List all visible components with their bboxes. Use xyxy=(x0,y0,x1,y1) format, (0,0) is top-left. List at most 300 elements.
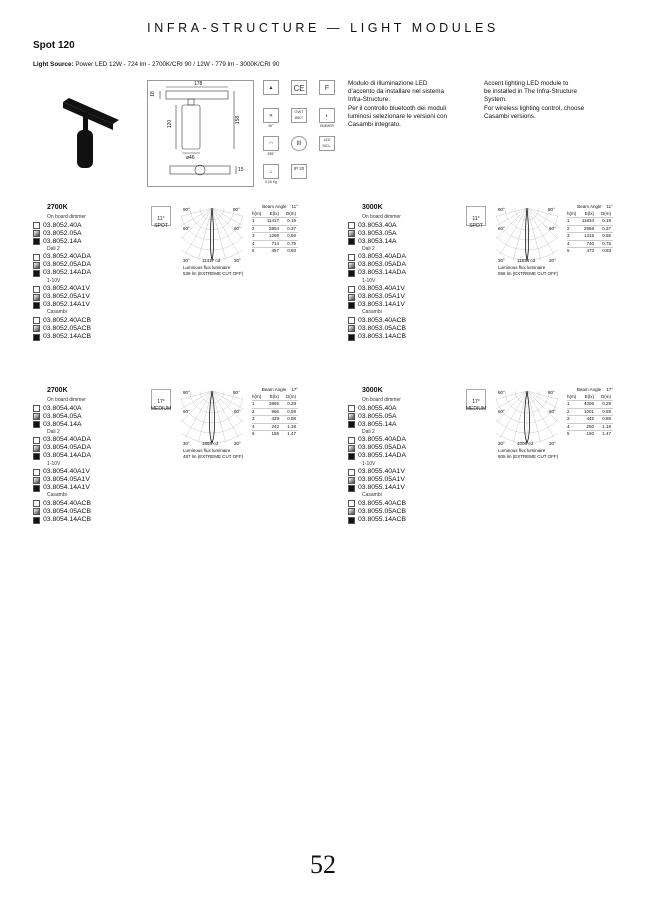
product-code: 03.8053.05A xyxy=(358,229,397,237)
table-cell: 0.56 xyxy=(287,233,296,238)
product-code-row xyxy=(33,301,91,309)
table-cell: 3865 xyxy=(268,401,279,406)
polar-grid-ray xyxy=(513,208,527,260)
table-row xyxy=(567,247,613,255)
product-code: 03.8053.40ADA xyxy=(358,253,406,261)
table-cell: 966 xyxy=(271,408,279,414)
polar-angle-label: 90° xyxy=(183,390,190,395)
finish-swatch xyxy=(33,421,40,428)
finish-swatch xyxy=(33,469,40,476)
finish-swatch xyxy=(33,508,40,515)
table-cell: 1 xyxy=(252,218,255,223)
light-source-text: Power LED 12W - 724 lm - 2700K/CRI 90 / 12W - 779 lm - 3000K/CRI 90 xyxy=(73,61,280,68)
product-code-row xyxy=(348,444,406,452)
polar-light-distribution xyxy=(496,204,558,264)
product-code: 03.8053.14ACB xyxy=(358,333,406,341)
class-iii-icon: III xyxy=(291,136,307,151)
finish-swatch xyxy=(348,325,355,332)
lamp-icon: ▲ xyxy=(263,80,279,95)
product-code: 03.8055.40ACB xyxy=(358,499,406,507)
table-cell: 0.75 xyxy=(287,240,296,246)
finish-swatch xyxy=(348,262,355,269)
product-code: 03.8052.05ADA xyxy=(43,261,91,269)
dim-width: 178 xyxy=(194,81,203,87)
polar-angle-label: 90° xyxy=(183,207,190,212)
polar-angle-label: 60° xyxy=(234,409,241,414)
product-name: Spot 120 xyxy=(33,40,75,51)
product-code-row xyxy=(348,484,406,492)
color-temperature: 2700K xyxy=(47,387,68,394)
product-code-row xyxy=(33,413,91,421)
finish-swatch xyxy=(33,294,40,301)
product-code: 03.8055.40A1V xyxy=(358,468,405,476)
table-header-cell: h(m) xyxy=(252,210,262,216)
page-title: INFRA-STRUCTURE — LIGHT MODULES xyxy=(147,21,499,35)
product-variant-block xyxy=(33,387,333,557)
product-code-row xyxy=(33,508,91,516)
product-code: 03.8054.40ACB xyxy=(43,499,91,507)
table-cell: 429 xyxy=(271,416,279,421)
table-cell: 473 xyxy=(586,248,594,253)
product-code-row xyxy=(348,413,406,421)
product-code-row xyxy=(348,516,406,524)
table-cell: 1.18 xyxy=(602,423,611,429)
f-mark-icon: F xyxy=(319,80,335,95)
polar-angle-label: 90° xyxy=(548,390,555,395)
finish-swatch xyxy=(33,453,40,460)
finish-swatch xyxy=(33,517,40,524)
product-code-row xyxy=(348,325,406,333)
product-code: 03.8052.14A1V xyxy=(43,301,90,309)
product-code-row xyxy=(348,421,406,429)
finish-swatch xyxy=(348,286,355,293)
product-code: 03.8054.05ACB xyxy=(43,507,91,515)
product-code-row xyxy=(348,405,406,413)
table-row xyxy=(252,423,298,431)
product-code: 03.8053.40ACB xyxy=(358,316,406,324)
product-code-row xyxy=(33,500,91,508)
finish-swatch xyxy=(33,302,40,309)
beam-angle-caption: Beam Angle 17° xyxy=(576,387,613,392)
product-code-row xyxy=(33,230,91,238)
table-row xyxy=(567,240,613,248)
finish-swatch xyxy=(33,325,40,332)
product-code-row xyxy=(348,261,406,269)
peak-intensity: 11417 cd xyxy=(202,258,221,263)
product-code: 03.8055.40ADA xyxy=(358,436,406,444)
polar-angle-label: 30° xyxy=(234,258,241,263)
polar-angle-label: 60° xyxy=(549,409,556,414)
product-code: 03.8054.40A xyxy=(43,404,82,412)
swivel-label: 90° xyxy=(268,124,274,128)
product-code: 03.8054.05A1V xyxy=(43,476,90,484)
table-cell: 4 xyxy=(252,240,255,246)
beam-type-label: SPOT xyxy=(154,223,168,229)
finish-swatch xyxy=(33,500,40,507)
control-group-label: 1-10V xyxy=(47,460,61,467)
beam-angle-caption: Beam Angle 17° xyxy=(261,387,298,392)
product-code-row xyxy=(348,508,406,516)
polar-angle-label: 30° xyxy=(498,441,505,446)
product-code-row xyxy=(348,222,406,230)
table-cell: 1.47 xyxy=(602,431,611,436)
product-code: 03.8054.05ADA xyxy=(43,444,91,452)
table-cell: 1.18 xyxy=(287,423,296,429)
product-code-row xyxy=(348,468,406,476)
polar-angle-label: 90° xyxy=(498,390,505,395)
control-group-label: 1-10V xyxy=(47,277,61,284)
table-row xyxy=(567,217,613,225)
finish-swatch xyxy=(348,302,355,309)
dim-top: 18 xyxy=(149,91,156,97)
peak-intensity: 11834 cd xyxy=(517,258,536,263)
table-cell: 0.75 xyxy=(602,240,611,246)
finish-swatch xyxy=(348,238,355,245)
product-code: 03.8054.05A xyxy=(43,412,82,420)
control-group-label: Casambi xyxy=(362,309,382,316)
control-group-label: Dali 2 xyxy=(362,245,375,252)
control-group-label: Dali 2 xyxy=(47,428,60,435)
control-group-label: Dali 2 xyxy=(362,428,375,435)
finish-swatch xyxy=(33,270,40,277)
polar-angle-label: 60° xyxy=(183,226,190,231)
product-code-row xyxy=(33,285,91,293)
page-number: 52 xyxy=(310,850,336,879)
code-list xyxy=(33,214,91,341)
table-cell: 2 xyxy=(252,225,255,231)
table-cell: 1 xyxy=(252,401,255,406)
luminous-flux: Luminous flux luminaire 487 lm (EXTREME CUT OFF) xyxy=(183,448,244,459)
finish-swatch xyxy=(33,230,40,237)
product-code-row xyxy=(348,500,406,508)
table-cell: 1.47 xyxy=(287,431,296,436)
table-cell: 250 xyxy=(586,423,594,429)
table-cell: 0.59 xyxy=(287,408,296,414)
weight-label: 0,26 Kg xyxy=(264,180,278,184)
product-code-row xyxy=(33,436,91,444)
product-code: 03.8054.14A xyxy=(43,420,82,428)
polar-angle-label: 30° xyxy=(549,441,556,446)
control-group-label: On board dimmer xyxy=(362,214,401,220)
product-code: 03.8052.05A xyxy=(43,229,82,237)
product-code-row xyxy=(33,452,91,460)
finish-swatch xyxy=(33,485,40,492)
finish-swatch xyxy=(33,317,40,324)
product-code: 03.8055.14ACB xyxy=(358,516,406,524)
product-variant-block xyxy=(33,204,333,374)
product-code-row xyxy=(33,333,91,341)
product-code-row xyxy=(33,238,91,246)
table-cell: 0.59 xyxy=(602,408,611,414)
product-code-row xyxy=(33,317,91,325)
table-cell: 740 xyxy=(586,240,594,246)
product-code: 03.8053.40A xyxy=(358,221,397,229)
product-code: 03.8053.05ACB xyxy=(358,324,406,332)
table-cell: 5 xyxy=(252,248,255,253)
polar-light-distribution xyxy=(496,387,558,447)
table-cell: 11417 xyxy=(266,218,279,223)
product-code: 03.8055.40A xyxy=(358,404,397,412)
table-row xyxy=(567,415,613,423)
table-cell: 0.29 xyxy=(287,401,296,406)
table-header-cell: D(m) xyxy=(286,393,296,399)
table-cell: 155 xyxy=(271,431,279,436)
product-code-row xyxy=(348,269,406,277)
finish-swatch xyxy=(348,477,355,484)
dim-mid: 120 xyxy=(167,119,174,129)
control-group-label: On board dimmer xyxy=(47,214,86,220)
product-code: 03.8052.40A1V xyxy=(43,285,90,293)
product-code-row xyxy=(33,253,91,261)
control-group-label: Casambi xyxy=(362,492,382,499)
product-code: 03.8053.40A1V xyxy=(358,285,405,293)
table-row xyxy=(252,408,298,416)
control-group-label: On board dimmer xyxy=(47,397,86,403)
color-temperature: 3000K xyxy=(362,387,383,394)
table-header-cell: D(m) xyxy=(601,393,611,399)
finish-swatch xyxy=(33,445,40,452)
finish-swatch xyxy=(33,334,40,341)
product-code: 03.8055.14ADA xyxy=(358,452,406,460)
control-group-label: 1-10V xyxy=(362,277,376,284)
table-header-cell: h(m) xyxy=(252,393,262,399)
table-cell: 5 xyxy=(567,248,570,253)
table-row xyxy=(252,430,298,438)
product-code-row xyxy=(33,269,91,277)
table-cell: 1 xyxy=(567,218,570,223)
table-cell: 0.93 xyxy=(602,248,611,253)
illuminance-table xyxy=(252,387,298,438)
table-header xyxy=(252,394,298,401)
table-row xyxy=(567,400,613,408)
table-cell: 0.19 xyxy=(602,218,611,223)
table-cell: 1001 xyxy=(583,408,594,414)
polar-angle-label: 90° xyxy=(498,207,505,212)
code-list xyxy=(348,397,406,524)
description-italian: Modulo di illuminazione LED d'accento da installare nel sistema Infra-Structure. Per il controllo bluetooth dei moduli luminosi selezionare le versioni con Casambi integrato. xyxy=(348,80,448,129)
table-cell: 0.37 xyxy=(602,225,611,231)
product-code-row xyxy=(348,333,406,341)
table-cell: 1315 xyxy=(583,233,594,238)
finish-swatch xyxy=(33,238,40,245)
product-code: 03.8052.14ADA xyxy=(43,269,91,277)
product-code: 03.8055.05A1V xyxy=(358,476,405,484)
product-code-row xyxy=(348,253,406,261)
product-code: 03.8054.14ADA xyxy=(43,452,91,460)
table-cell: 3 xyxy=(252,233,255,238)
table-row xyxy=(567,423,613,431)
product-code-row xyxy=(348,285,406,293)
product-code: 03.8055.14A xyxy=(358,420,397,428)
table-header-cell: E(lx) xyxy=(584,210,594,216)
polar-angle-label: 60° xyxy=(234,226,241,231)
product-code-row xyxy=(33,516,91,524)
finish-swatch xyxy=(348,413,355,420)
finish-swatch xyxy=(348,405,355,412)
table-row xyxy=(567,232,613,240)
finish-swatch xyxy=(348,500,355,507)
product-code-row xyxy=(348,230,406,238)
control-group-label: 1-10V xyxy=(362,460,376,467)
table-cell: 0.29 xyxy=(602,401,611,406)
polar-angle-label: 30° xyxy=(234,441,241,446)
table-cell: 0.93 xyxy=(287,248,296,253)
product-code: 03.8053.05A1V xyxy=(358,293,405,301)
product-code: 03.8054.14A1V xyxy=(43,484,90,492)
product-code: 03.8054.40ADA xyxy=(43,436,91,444)
dim-height: 158 xyxy=(235,115,242,125)
led-included-icon: LED INCL. xyxy=(319,136,335,151)
dimmer-label: DIMMER xyxy=(319,124,335,128)
polar-grid-ray xyxy=(212,208,226,260)
light-source-label: Light Source: xyxy=(33,61,74,68)
table-cell: 1269 xyxy=(268,233,279,238)
table-header-cell: D(m) xyxy=(286,210,296,216)
product-code-row xyxy=(33,325,91,333)
finish-swatch xyxy=(348,230,355,237)
table-cell: 2 xyxy=(252,408,255,414)
product-code: 03.8052.05ACB xyxy=(43,324,91,332)
table-row xyxy=(252,217,298,225)
product-code: 03.8052.14A xyxy=(43,237,82,245)
table-row xyxy=(567,408,613,416)
finish-swatch xyxy=(33,413,40,420)
product-code-row xyxy=(348,238,406,246)
finish-swatch xyxy=(33,262,40,269)
product-code-row xyxy=(348,301,406,309)
product-code: 03.8053.14A xyxy=(358,237,397,245)
rotate-label: 355° xyxy=(267,152,275,156)
product-code: 03.8052.40A xyxy=(43,221,82,229)
control-group-label: On board dimmer xyxy=(362,397,401,403)
table-header xyxy=(252,211,298,218)
product-code: 03.8052.40ACB xyxy=(43,316,91,324)
beam-type-label: MEDIUM xyxy=(465,406,487,412)
luminous-flux: Luminous flux luminaire 539 lm (EXTREME CUT OFF) xyxy=(183,265,244,276)
polar-angle-label: 90° xyxy=(548,207,555,212)
polar-angle-label: 90° xyxy=(233,390,240,395)
product-variant-block xyxy=(348,204,646,374)
control-group-label: Casambi xyxy=(47,492,67,499)
table-header xyxy=(567,211,613,218)
table-row xyxy=(252,400,298,408)
peak-intensity: 4006 cd xyxy=(517,441,534,446)
finish-swatch xyxy=(33,405,40,412)
product-code-row xyxy=(33,484,91,492)
table-cell: 445 xyxy=(586,416,594,421)
polar-light-distribution xyxy=(181,204,243,264)
beam-type-label: SPOT xyxy=(469,223,483,229)
table-cell: 2 xyxy=(567,408,570,414)
luminous-flux: Luminous flux luminaire 505 lm (EXTREME CUT OFF) xyxy=(498,448,559,459)
table-row xyxy=(252,415,298,423)
finish-swatch xyxy=(348,453,355,460)
table-header-cell: E(lx) xyxy=(584,393,594,399)
product-variant-block xyxy=(348,387,646,557)
finish-swatch xyxy=(348,469,355,476)
table-row xyxy=(252,232,298,240)
polar-angle-label: 90° xyxy=(233,207,240,212)
illuminance-table xyxy=(252,204,298,255)
finish-swatch xyxy=(33,254,40,261)
product-code-row xyxy=(348,476,406,484)
gwt-icon: GWT 850° xyxy=(291,108,307,123)
table-header-cell: E(lx) xyxy=(269,393,279,399)
table-cell: 4 xyxy=(567,423,570,429)
table-row xyxy=(252,225,298,233)
table-cell: 4 xyxy=(252,423,255,429)
finish-swatch xyxy=(33,286,40,293)
finish-swatch xyxy=(33,222,40,229)
finish-swatch xyxy=(348,334,355,341)
table-cell: 11834 xyxy=(581,218,594,223)
light-source-line xyxy=(33,61,279,68)
polar-angle-label: 60° xyxy=(498,409,505,414)
product-code-row xyxy=(33,261,91,269)
beam-angle-caption: Beam Angle 11° xyxy=(577,204,613,209)
code-list xyxy=(33,397,91,524)
finish-swatch xyxy=(348,437,355,444)
product-code-row xyxy=(33,293,91,301)
product-code: 03.8053.05ADA xyxy=(358,261,406,269)
finish-swatch xyxy=(348,517,355,524)
finish-swatch xyxy=(348,294,355,301)
product-code: 03.8055.05ACB xyxy=(358,507,406,515)
polar-angle-label: 60° xyxy=(183,409,190,414)
beam-angle-label: 11° xyxy=(157,216,165,222)
table-cell: 2 xyxy=(567,225,570,231)
table-cell: 1 xyxy=(567,401,570,406)
polar-grid-ray xyxy=(527,208,541,260)
finish-swatch xyxy=(33,437,40,444)
finish-swatch xyxy=(348,317,355,324)
peak-intensity: 3865 cd xyxy=(202,441,219,446)
product-code: 03.8053.14A1V xyxy=(358,301,405,309)
product-code-row xyxy=(33,222,91,230)
finish-swatch xyxy=(33,477,40,484)
table-row xyxy=(252,247,298,255)
polar-light-distribution xyxy=(181,387,243,447)
ip-rating-icon: IP 20 xyxy=(291,164,307,179)
product-code-row xyxy=(33,468,91,476)
finish-swatch xyxy=(348,254,355,261)
product-code: 03.8053.14ADA xyxy=(358,269,406,277)
table-cell: 242 xyxy=(271,423,279,429)
product-code: 03.8052.14ACB xyxy=(43,333,91,341)
polar-angle-label: 30° xyxy=(183,258,190,263)
product-code: 03.8052.05A1V xyxy=(43,293,90,301)
table-row xyxy=(567,225,613,233)
illuminance-table xyxy=(567,387,613,438)
beam-type-label: MEDIUM xyxy=(150,406,172,412)
table-cell: 4006 xyxy=(583,401,594,406)
finish-swatch xyxy=(348,445,355,452)
beam-angle-caption: Beam Angle 11° xyxy=(262,204,298,209)
control-group-label: Dali 2 xyxy=(47,245,60,252)
illuminance-table xyxy=(567,204,613,255)
table-header-cell: D(m) xyxy=(601,210,611,216)
polar-angle-label: 30° xyxy=(183,441,190,446)
table-cell: 3 xyxy=(252,416,255,421)
table-cell: 2958 xyxy=(583,225,594,231)
product-code: 03.8055.05A xyxy=(358,412,397,420)
table-cell: 0.88 xyxy=(287,416,296,421)
product-code: 03.8054.14ACB xyxy=(43,516,91,524)
table-cell: 0.19 xyxy=(287,218,296,223)
finish-swatch xyxy=(348,270,355,277)
table-cell: 4 xyxy=(567,240,570,246)
table-cell: 5 xyxy=(252,431,255,436)
